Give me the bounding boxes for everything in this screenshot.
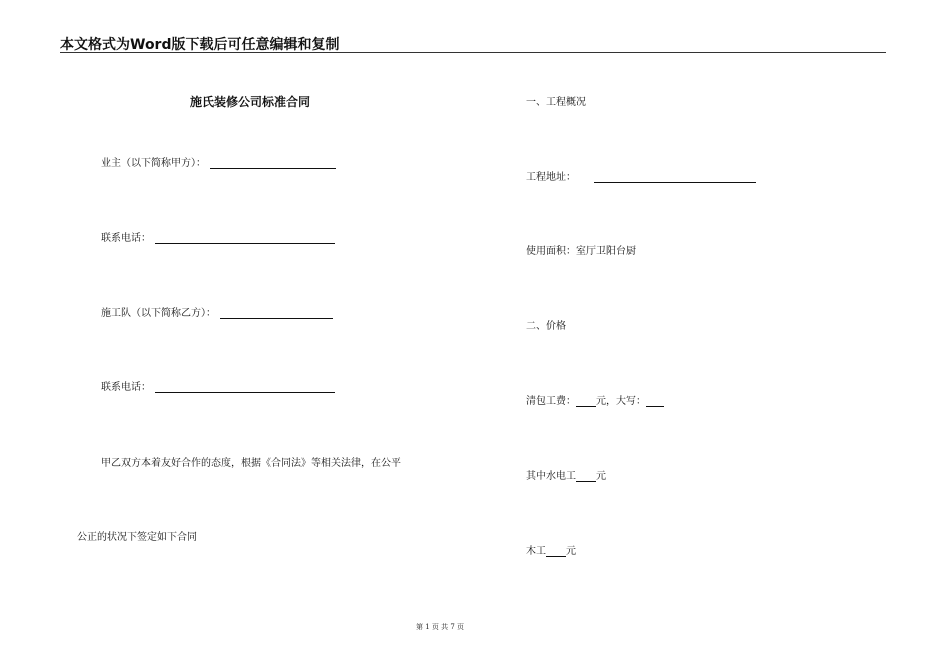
carpentry-unit: 元: [566, 546, 576, 557]
labor-unit-label: 元，大写：: [596, 396, 646, 407]
owner-label: 业主（以下简称甲方）：: [101, 158, 206, 169]
phone2-blank: [155, 381, 335, 393]
plumbing-unit: 元: [596, 471, 606, 482]
owner-line: [101, 154, 336, 169]
carpentry-line: [526, 542, 576, 557]
owner-blank: [210, 157, 336, 169]
address-blank: [594, 171, 756, 183]
phone1-blank: [155, 232, 335, 244]
phone1-label: 联系电话：: [101, 233, 151, 244]
address-line: [526, 168, 756, 183]
labor-amount-blank: [576, 395, 596, 407]
page-number: 第 1 页 共 7 页: [415, 623, 465, 631]
plumbing-label: 其中水电工: [526, 471, 576, 482]
header-rule: [60, 52, 886, 53]
phone2-label: 联系电话：: [101, 382, 151, 393]
plumbing-line: [526, 467, 606, 482]
labor-fee-line: [526, 392, 664, 407]
carpentry-label: 木工: [526, 546, 546, 557]
document-title: 施氏装修公司标准合同: [190, 95, 311, 109]
phone1-line: [101, 229, 335, 244]
paragraph-line-1: 甲乙双方本着友好合作的态度，根据《合同法》等相关法律，在公平: [101, 458, 401, 469]
labor-fee-label: 清包工费：: [526, 396, 576, 407]
team-label: 施工队（以下简称乙方）：: [101, 308, 216, 319]
paragraph-line-2: 公正的状况下签定如下合同: [77, 532, 197, 543]
carpentry-blank: [546, 545, 566, 557]
address-label: 工程地址：: [526, 172, 576, 183]
section-1-heading: 一、工程概况: [526, 97, 586, 108]
section-2-heading: 二、价格: [526, 321, 566, 332]
phone2-line: [101, 378, 335, 393]
labor-words-blank: [646, 395, 664, 407]
area-line: 使用面积：室厅卫阳台厨: [526, 246, 636, 257]
document-header: 本文格式为Word版下载后可任意编辑和复制: [60, 37, 340, 53]
team-blank: [220, 307, 333, 319]
team-line: [101, 304, 333, 319]
plumbing-blank: [576, 470, 596, 482]
